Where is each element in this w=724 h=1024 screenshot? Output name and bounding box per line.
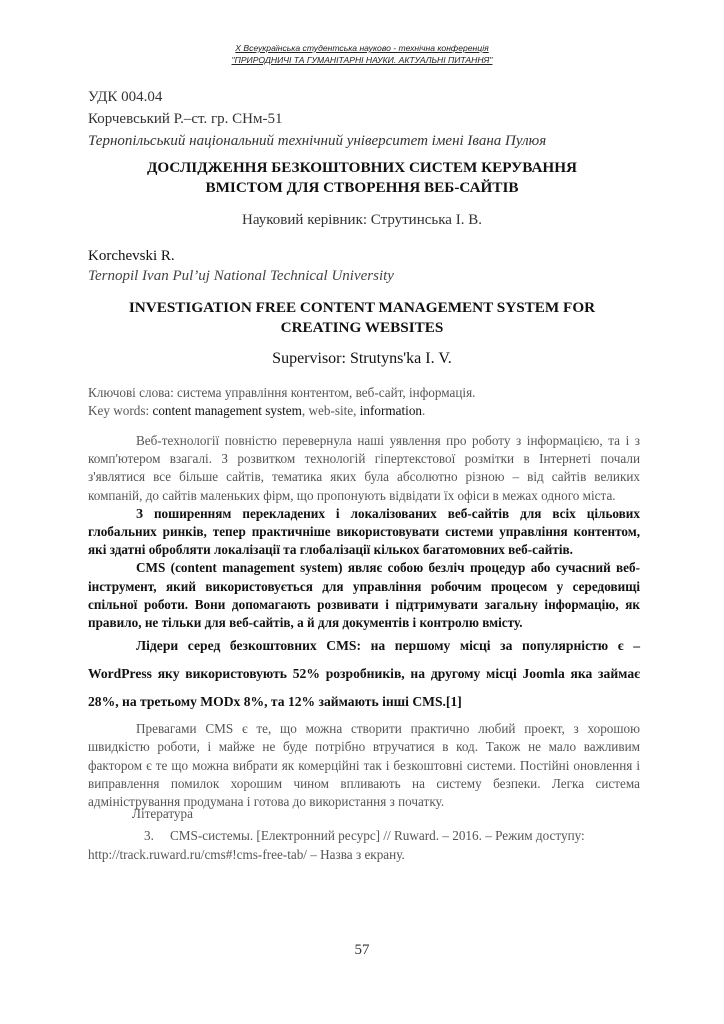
paragraph-5: Превагами CMS є те, що можна створити практично любий проект, з хорошою швидкістю роботи, і майже не буде потрібно втручатися в код. Також не мало важливим фактором є те що можна вибрати як комерційні так і безкоштовні системи. Постійні оновлення і виправлення помилок хорошим чином впливають на систему безпеки. Легка система адміністрування продумана і готова до використання з початку. bbox=[88, 721, 640, 810]
keywords-ua: Ключові слова: система управління контентом, веб-сайт, інформація. bbox=[88, 385, 476, 400]
supervisor-en: Supervisor: Strutyns'ka I. V. bbox=[272, 350, 452, 367]
keywords-en-end: . bbox=[422, 403, 426, 418]
title-en bbox=[88, 298, 636, 338]
author-en: Korchevski R. bbox=[88, 248, 175, 264]
keyword-cms: content management system bbox=[152, 403, 302, 418]
paragraph-3: CMS (content management system) являє собою безліч процедур або сучасний веб-інструмент, який використовується для управління робочим процесом у середовищі спільної роботи. Вони допомагають розвивати і підтримувати загальну інформацію, як правило, не тільки для веб-сайтів, а й для документів і контролю вмісту. bbox=[88, 560, 640, 631]
keywords bbox=[88, 384, 475, 420]
title-ua bbox=[88, 158, 636, 198]
reference-item bbox=[88, 826, 640, 864]
title-en-line1: INVESTIGATION FREE CONTENT MANAGEMENT SYSTEM FOR bbox=[128, 299, 596, 316]
conference-title: X Всеукраїнська студентська науково - технічна конференція bbox=[235, 43, 489, 53]
paragraph-1: Веб-технології повністю перевернула наші уявлення про роботу з інформацією, та і з комп'ютером взагалі. З розвитком технологій гіпертекстової розмітки в Інтернеті почали з'являтися все більше сайтів, тематика яких була абсолютно різною – від сайтів великих компаній, до сайтів маленьких фірм, що пропонують відвідати їх офіси в межах одного міста. bbox=[88, 433, 640, 503]
page-number: 57 bbox=[354, 942, 370, 958]
keywords-en bbox=[88, 402, 475, 420]
affiliation-ua: Тернопільський національний технічний університет імені Івана Пулюя bbox=[88, 133, 547, 149]
keyword-information: information bbox=[359, 403, 423, 418]
udk-code: УДК 004.04 bbox=[88, 89, 163, 105]
supervisor-ua: Науковий керівник: Струтинська І. В. bbox=[242, 212, 482, 228]
reference-text: CMS-системы. [Електронний ресурс] // Ruward. – 2016. – Режим доступу: http://track.ruward.ru/cms#!cms-free-tab/ – Назва з екрану. bbox=[88, 828, 585, 862]
author-ua: Корчевський Р.–ст. гр. СНм-51 bbox=[88, 111, 283, 127]
author-meta-ua bbox=[88, 86, 546, 152]
author-meta-en bbox=[88, 246, 394, 286]
keywords-en-sep: , web-site, bbox=[301, 403, 360, 418]
keywords-en-prefix: Key words: bbox=[88, 403, 153, 418]
body-text bbox=[88, 432, 640, 811]
affiliation-en: Ternopil Ivan Pul’uj National Technical University bbox=[88, 268, 394, 284]
title-ua-line2: ВМІСТОМ ДЛЯ СТВОРЕННЯ ВЕБ-САЙТІВ bbox=[205, 179, 519, 196]
title-en-line2: CREATING WEBSITES bbox=[280, 319, 444, 336]
conference-subtitle: "ПРИРОДНИЧІ ТА ГУМАНІТАРНІ НАУКИ. АКТУАЛЬНІ ПИТАННЯ" bbox=[231, 55, 493, 65]
paragraph-2: З поширенням перекладених і локалізованих веб-сайтів для всіх цільових глобальних ринків, тепер практичніше використовувати системи управління контентом, які здатні обробляти локалізації та глобалізації кількох багатомовних веб-сайтів. bbox=[88, 505, 640, 558]
conference-header bbox=[90, 42, 634, 66]
reference-number: 3. bbox=[144, 828, 154, 843]
literature-title: Література bbox=[132, 806, 193, 821]
paragraph-4: Лідери серед безкоштовних CMS: на першому місці за популярністю є – WordPress яку використовують 52% розробників, на другому місці Joomla яка займає 28%, на третьому MODx 8%, та 12% займають інші CMS.[1] bbox=[88, 638, 640, 710]
title-ua-line1: ДОСЛІДЖЕННЯ БЕЗКОШТОВНИХ СИСТЕМ КЕРУВАННЯ bbox=[146, 159, 578, 176]
